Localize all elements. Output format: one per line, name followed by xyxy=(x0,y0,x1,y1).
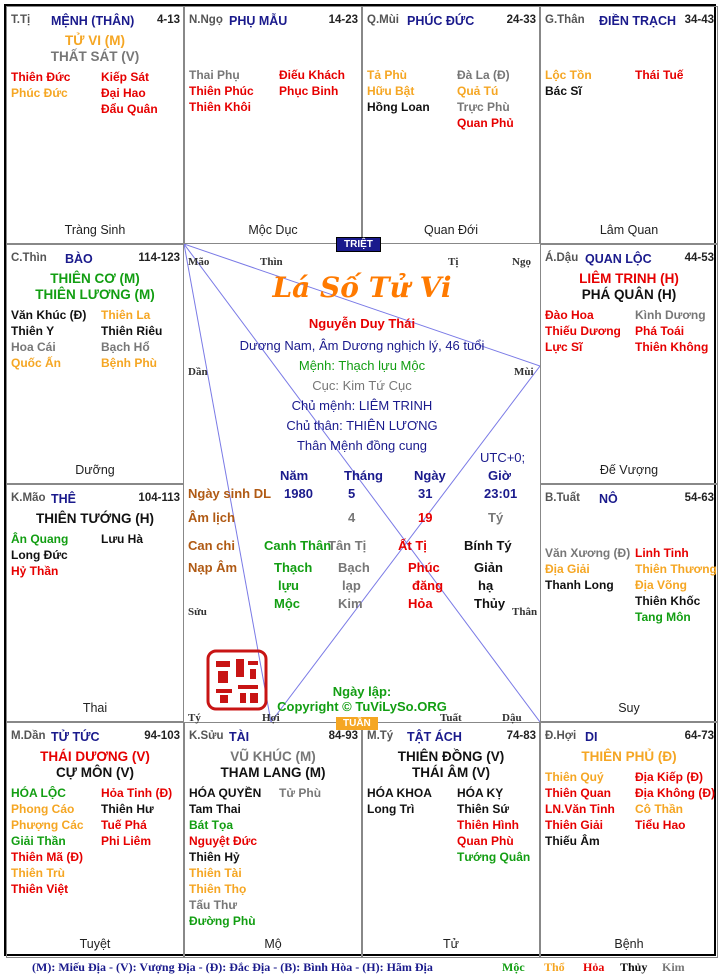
minor-star: Địa Võng xyxy=(635,578,688,592)
branch-ti: Tị xyxy=(448,256,459,268)
palace-age: 64-73 xyxy=(684,730,714,742)
al-label: Âm lịch xyxy=(188,510,235,525)
truong-sinh-stage: Quan Đới xyxy=(423,223,479,237)
minor-star: Tả Phù xyxy=(367,68,408,82)
branch-ngo: Ngọ xyxy=(512,256,531,268)
napam-word: Mộc xyxy=(274,596,300,611)
chu-menh-text: Chủ mệnh: LIÊM TRINH xyxy=(291,398,433,413)
main-star: THIÊN CƠ (M) xyxy=(50,271,140,286)
minor-star: Quan Phủ xyxy=(457,116,514,130)
minor-star: Kiếp Sát xyxy=(101,70,150,84)
palace-age: 114-123 xyxy=(138,252,180,264)
napam-word: đăng xyxy=(412,578,444,593)
palace-cell xyxy=(540,484,718,722)
minor-star: Tấu Thư xyxy=(189,898,238,912)
minor-stars-right xyxy=(101,307,162,371)
legend-thuy: Thủy xyxy=(620,960,648,974)
canchi-value: Tân Tị xyxy=(328,538,367,553)
minor-star: Quan Phù xyxy=(457,834,514,848)
minor-stars-left xyxy=(11,785,84,897)
al-value: 4 xyxy=(348,510,356,525)
main-star: CỰ MÔN (V) xyxy=(56,765,134,780)
minor-star: Thiếu Âm xyxy=(545,834,600,848)
minor-stars-right xyxy=(635,307,708,355)
napam-word: Bạch xyxy=(338,560,370,575)
palace-name: QUAN LỘC xyxy=(585,252,652,266)
minor-star: Tam Thai xyxy=(189,802,241,816)
minor-stars-right xyxy=(279,785,321,801)
palace-age: 54-63 xyxy=(684,492,714,504)
minor-star: Lưu Hà xyxy=(101,532,144,546)
branch-than: Thân xyxy=(512,606,538,618)
truong-sinh-stage: Tử xyxy=(442,937,459,951)
horoscope-chart xyxy=(4,4,716,956)
palace-cell xyxy=(6,6,184,244)
minor-star: Tang Môn xyxy=(635,610,691,624)
minor-stars-left xyxy=(367,67,430,115)
minor-star: Bệnh Phù xyxy=(101,356,157,370)
main-star: THÁI DƯƠNG (V) xyxy=(40,749,150,764)
main-star: VŨ KHÚC (M) xyxy=(230,749,316,764)
minor-star: Thiên Khôi xyxy=(189,100,251,114)
minor-star: Hoa Cái xyxy=(11,340,56,354)
branch-mui: Mùi xyxy=(514,366,534,378)
chu-than-text: Chủ thân: THIÊN LƯƠNG xyxy=(286,418,438,433)
minor-star: Đại Hao xyxy=(101,86,146,100)
napam-word: Giản xyxy=(474,560,503,575)
palace-can: M.Dần xyxy=(11,730,46,742)
main-star: THAM LANG (M) xyxy=(220,765,326,780)
main-star: PHÁ QUÂN (H) xyxy=(581,287,677,302)
minor-star: Nguyệt Đức xyxy=(189,834,258,848)
minor-star: Tuế Phá xyxy=(101,818,147,832)
minor-star: Thái Tuế xyxy=(635,68,684,82)
minor-star: Thanh Long xyxy=(545,578,614,592)
minor-star: Địa Kiếp (Đ) xyxy=(635,770,704,784)
palace-can: C.Thìn xyxy=(11,252,47,264)
minor-star: Tiểu Hao xyxy=(635,818,686,832)
minor-star: Ân Quang xyxy=(11,532,69,546)
minor-star: Bác Sĩ xyxy=(545,84,582,98)
minor-star: Thiên Quan xyxy=(545,786,611,800)
palace-cell xyxy=(184,6,362,244)
table-header: Tháng xyxy=(344,468,383,483)
minor-star: Phục Binh xyxy=(279,84,339,98)
minor-star: Thiên Mã (Đ) xyxy=(11,850,83,864)
main-star: THẤT SÁT (V) xyxy=(50,49,140,64)
al-value: Tý xyxy=(488,510,504,525)
minor-star: HÓA LỘC xyxy=(11,786,66,800)
al-value: 19 xyxy=(418,510,433,525)
cuc-text: Cục: Kim Tứ Cục xyxy=(312,378,412,393)
napam-label: Nạp Âm xyxy=(188,560,238,575)
minor-star: Phi Liêm xyxy=(101,834,152,848)
palace-age: 34-43 xyxy=(684,14,714,26)
branch-thin: Thìn xyxy=(260,256,283,268)
minor-star: Thiên Sứ xyxy=(457,802,510,816)
minor-stars-left xyxy=(11,69,70,101)
main-star: THIÊN TƯỚNG (H) xyxy=(36,511,154,526)
minor-star: Đẩu Quân xyxy=(101,102,158,116)
branch-mao: Mão xyxy=(188,256,210,268)
napam-word: lạp xyxy=(342,578,361,593)
palace-age: 14-23 xyxy=(328,14,358,26)
branch-hoi: Hợi xyxy=(262,712,280,724)
palace-name: NÔ xyxy=(599,492,618,506)
minor-stars-right xyxy=(635,545,717,625)
palace-can: M.Tý xyxy=(367,730,394,742)
palace-name: MỆNH (THÂN) xyxy=(51,14,135,28)
minor-stars-right xyxy=(457,785,530,865)
copyright: Copyright © TuViLySo.ORG xyxy=(277,699,447,714)
palace-age: 94-103 xyxy=(144,730,180,742)
chart-title: Lá Số Tử Vi xyxy=(272,271,452,304)
palace-cell xyxy=(6,722,184,958)
main-star: LIÊM TRINH (H) xyxy=(579,271,679,286)
minor-star: Trực Phù xyxy=(457,100,510,114)
minor-star: Bát Tọa xyxy=(189,818,234,832)
minor-star: Thiên Quý xyxy=(545,770,604,784)
minor-star: Thiên Việt xyxy=(11,882,69,896)
minor-star: HÓA KHOA xyxy=(367,786,432,800)
dl-value: 31 xyxy=(418,486,433,501)
palace-age: 44-53 xyxy=(684,252,714,264)
palace-name: PHÚC ĐỨC xyxy=(407,14,475,28)
minor-star: Thiên Hỷ xyxy=(189,850,240,864)
minor-star: Điếu Khách xyxy=(279,68,346,82)
minor-star: Thai Phụ xyxy=(189,68,240,82)
palace-name: TÀI xyxy=(229,730,250,744)
minor-stars-right xyxy=(101,69,158,117)
palace-name: BÀO xyxy=(65,252,93,266)
palace-cell xyxy=(540,244,718,484)
dl-label: Ngày sinh DL xyxy=(188,486,272,501)
minor-stars-right xyxy=(279,67,345,99)
palace-can: Á.Dậu xyxy=(545,252,579,264)
minor-star: Thiên Giải xyxy=(545,818,604,832)
triet-badge: TRIỆT xyxy=(336,237,381,252)
palace-cell xyxy=(6,484,184,722)
palace-can: Q.Mùi xyxy=(367,14,399,26)
napam-word: Phúc xyxy=(408,560,440,575)
truong-sinh-stage: Tràng Sinh xyxy=(64,223,126,237)
palace-cell xyxy=(362,6,540,244)
minor-star: Bạch Hổ xyxy=(101,340,150,354)
branch-tuat: Tuất xyxy=(440,712,462,724)
minor-stars-left xyxy=(545,769,615,849)
minor-star: Phong Cáo xyxy=(11,802,75,816)
minor-stars-left xyxy=(545,307,621,355)
minor-stars-left xyxy=(545,67,592,99)
owner-info: Dương Nam, Âm Dương nghịch lý, 46 tuổi xyxy=(239,338,485,353)
minor-star: Thiên Hình xyxy=(457,818,519,832)
branch-suu: Sửu xyxy=(188,606,207,618)
dl-value: 5 xyxy=(348,486,356,501)
branch-dan: Dần xyxy=(188,366,208,378)
palace-cell xyxy=(540,722,718,958)
palace-age: 74-83 xyxy=(506,730,536,742)
minor-star: Thiên Không xyxy=(635,340,709,354)
main-star: THÁI ÂM (V) xyxy=(412,765,490,780)
owner-name: Nguyễn Duy Thái xyxy=(308,316,416,331)
legend-kim: Kim xyxy=(662,960,685,974)
table-header: Ngày xyxy=(414,468,446,483)
palace-can: K.Mão xyxy=(11,492,46,504)
minor-star: Hỏa Tinh (Đ) xyxy=(101,786,173,800)
legend-text: (M): Miếu Địa - (V): Vượng Địa - (Đ): Đắc Địa - (B): Bình Hòa - (H): Hãm Địa xyxy=(32,960,433,974)
palace-name: DI xyxy=(585,730,598,744)
truong-sinh-stage: Mộc Dục xyxy=(248,223,298,237)
napam-word: Thạch xyxy=(274,560,313,575)
truong-sinh-stage: Bệnh xyxy=(614,937,644,951)
than-menh-text: Thân Mệnh đồng cung xyxy=(296,438,428,453)
branch-dau: Dậu xyxy=(502,712,522,724)
minor-stars-left xyxy=(11,307,86,371)
minor-stars-left xyxy=(11,531,68,579)
minor-stars-left xyxy=(367,785,432,817)
table-header: Giờ xyxy=(488,468,511,483)
main-star: THIÊN ĐỒNG (V) xyxy=(397,749,505,764)
minor-star: Phá Toái xyxy=(635,324,685,338)
palace-cell xyxy=(6,244,184,484)
palace-name: PHỤ MẪU xyxy=(229,14,288,28)
palace-name: ĐIỀN TRẠCH xyxy=(599,14,677,28)
minor-star: Kình Dương xyxy=(635,308,706,322)
minor-star: Địa Không (Đ) xyxy=(635,786,715,800)
palace-name: TỬ TỨC xyxy=(51,730,100,744)
minor-star: Đà La (Đ) xyxy=(457,68,510,82)
minor-star: Thiếu Dương xyxy=(545,324,621,338)
palace-age: 24-33 xyxy=(506,14,536,26)
canchi-value: Ất Tị xyxy=(398,538,427,553)
minor-stars-right xyxy=(101,531,143,547)
menh-text: Mệnh: Thạch lựu Mộc xyxy=(298,358,426,373)
minor-star: HÓA KỴ xyxy=(457,786,504,800)
napam-word: Thủy xyxy=(474,596,506,611)
napam-word: Hỏa xyxy=(408,596,433,611)
minor-star: Địa Giải xyxy=(545,562,590,576)
branch-ty: Tý xyxy=(188,712,201,724)
legend-moc: Mộc xyxy=(502,960,525,974)
minor-star: Lực Sĩ xyxy=(545,340,583,354)
minor-star: Tướng Quân xyxy=(457,850,531,864)
minor-star: Thiên Y xyxy=(11,324,55,338)
minor-star: HÓA QUYỀN xyxy=(189,786,262,800)
minor-stars-left xyxy=(189,67,254,115)
minor-star: Quả Tú xyxy=(457,84,499,98)
truong-sinh-stage: Lâm Quan xyxy=(599,223,659,237)
palace-can: G.Thân xyxy=(545,14,585,26)
main-star: THIÊN LƯƠNG (M) xyxy=(35,287,155,302)
minor-star: Văn Xương (Đ) xyxy=(545,546,631,560)
palace-can: B.Tuất xyxy=(545,492,580,504)
minor-star: Đường Phù xyxy=(189,914,256,928)
minor-star: Thiên Khốc xyxy=(635,594,701,608)
minor-star: Thiên Trù xyxy=(11,866,65,880)
napam-word: hạ xyxy=(478,578,494,593)
minor-star: Hỷ Thần xyxy=(11,564,59,578)
legend-tho: Thổ xyxy=(544,960,565,974)
palace-name: THÊ xyxy=(51,492,76,506)
minor-star: Phúc Đức xyxy=(11,86,68,100)
tuan-badge: TUẦN xyxy=(336,717,378,730)
palace-cell xyxy=(184,722,362,958)
minor-star: Văn Khúc (Đ) xyxy=(11,308,87,322)
ngay-lap: Ngày lập: xyxy=(332,684,392,699)
dl-value: 1980 xyxy=(284,486,313,501)
palace-can: N.Ngọ xyxy=(189,14,223,26)
minor-star: Tử Phù xyxy=(279,786,322,800)
truong-sinh-stage: Dưỡng xyxy=(75,463,115,477)
utc-label: UTC+0; xyxy=(480,450,526,465)
minor-star: Thiên Phúc xyxy=(189,84,254,98)
minor-star: Long Trì xyxy=(367,802,415,816)
minor-star: Thiên Thương xyxy=(635,562,717,576)
napam-word: Kim xyxy=(338,596,363,611)
palace-can: T.Tị xyxy=(11,14,31,26)
minor-star: Hồng Loan xyxy=(367,100,430,114)
truong-sinh-stage: Thai xyxy=(82,701,108,715)
minor-star: Giải Thần xyxy=(11,834,66,848)
minor-star: Thiên Tài xyxy=(189,866,242,880)
minor-star: Thiên Riêu xyxy=(101,324,163,338)
palace-age: 84-93 xyxy=(328,730,358,742)
dl-value: 23:01 xyxy=(484,486,518,501)
minor-star: Thiên Đức xyxy=(11,70,71,84)
minor-stars-right xyxy=(635,67,683,83)
palace-can: Đ.Hợi xyxy=(545,730,577,742)
minor-star: Phượng Các xyxy=(11,818,84,832)
minor-star: Lộc Tồn xyxy=(545,68,592,82)
minor-star: LN.Văn Tinh xyxy=(545,802,615,816)
main-star: TỬ VI (M) xyxy=(65,33,125,48)
center-panel xyxy=(184,244,540,722)
palace-name: TẬT ÁCH xyxy=(407,730,462,744)
minor-stars-left xyxy=(545,545,630,593)
minor-star: Long Đức xyxy=(11,548,68,562)
minor-star: Quốc Ấn xyxy=(11,356,61,370)
napam-word: lựu xyxy=(278,578,299,593)
canchi-label: Can chi xyxy=(188,538,235,553)
main-star: THIÊN PHỦ (Đ) xyxy=(581,749,677,764)
minor-star: Thiên Thọ xyxy=(189,882,247,896)
truong-sinh-stage: Tuyệt xyxy=(79,937,111,951)
minor-stars-left xyxy=(189,785,261,929)
minor-star: Đào Hoa xyxy=(545,308,594,322)
palace-cell xyxy=(540,6,718,244)
palace-cell xyxy=(362,722,540,958)
minor-star: Linh Tinh xyxy=(635,546,689,560)
canchi-value: Canh Thân xyxy=(264,538,332,553)
legend-hoa: Hỏa xyxy=(583,960,605,974)
minor-stars-right xyxy=(101,785,172,849)
minor-star: Thiên Hư xyxy=(101,802,154,816)
palace-can: K.Sửu xyxy=(189,730,224,742)
minor-star: Cô Thần xyxy=(635,802,683,816)
truong-sinh-stage: Suy xyxy=(618,701,640,715)
palace-age: 4-13 xyxy=(156,14,180,26)
table-header: Năm xyxy=(280,468,309,483)
minor-star: Thiên La xyxy=(101,308,151,322)
truong-sinh-stage: Mộ xyxy=(264,937,282,951)
canchi-value: Bính Tý xyxy=(464,538,512,553)
minor-star: Hữu Bật xyxy=(367,84,415,98)
minor-stars-right xyxy=(457,67,514,131)
minor-stars-right xyxy=(635,769,715,833)
palace-age: 104-113 xyxy=(138,492,180,504)
truong-sinh-stage: Đế Vượng xyxy=(599,463,659,477)
